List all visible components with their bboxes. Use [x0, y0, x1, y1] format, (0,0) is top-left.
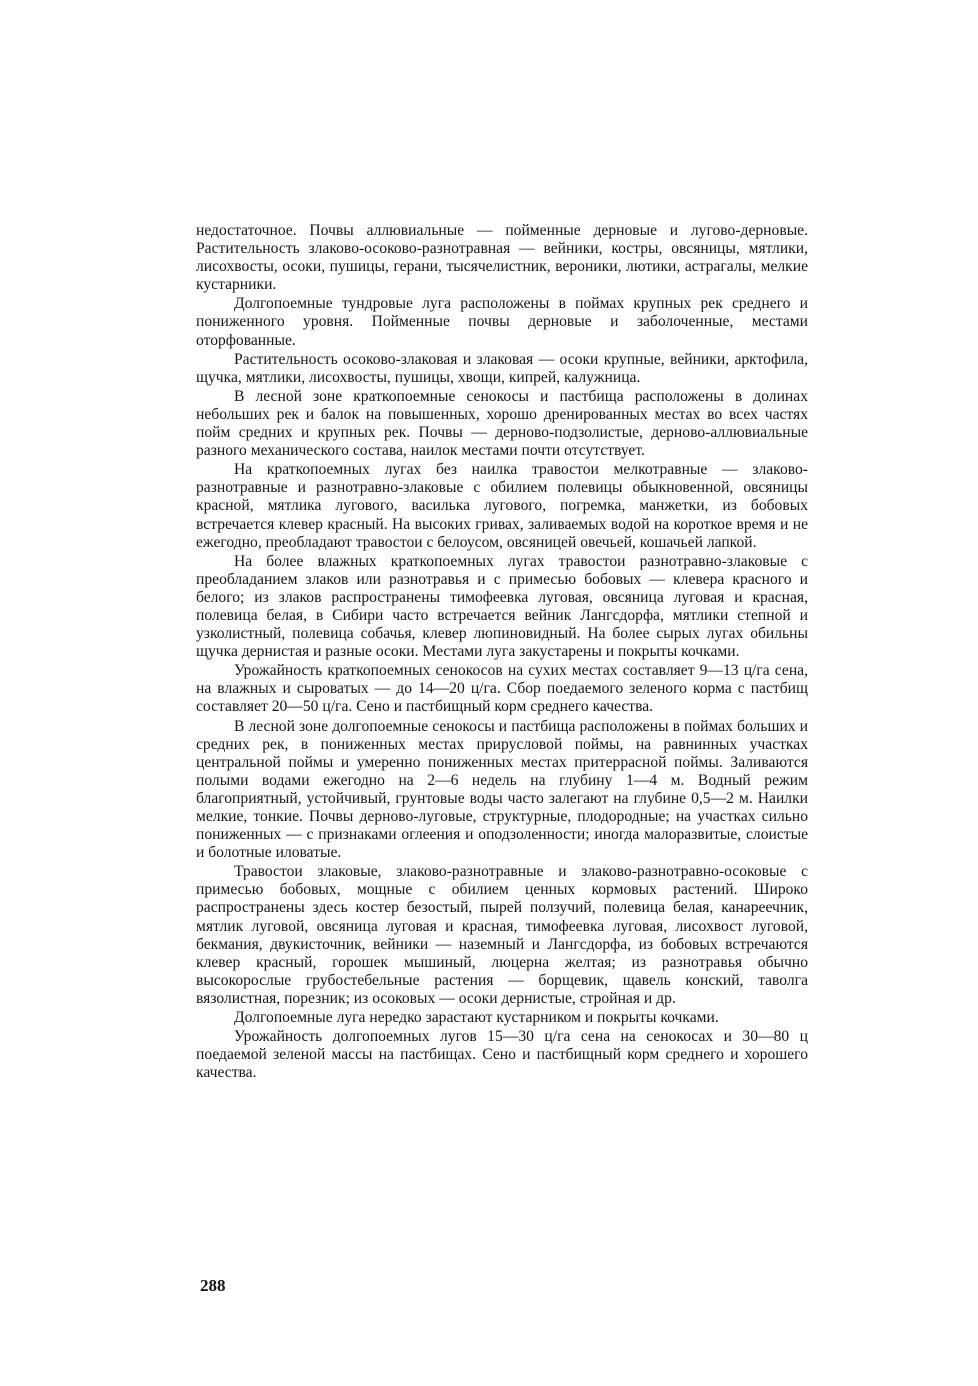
page-body [196, 222, 808, 1083]
paragraph: Растительность осоково-злаковая и злаковая — осоки крупные, вейники, арктофила, щучка, мятлики, лисохвосты, пушицы, хвощи, кипрей, калужница. [196, 350, 808, 386]
paragraph: недостаточное. Почвы аллювиальные — пойменные дерновые и лугово-дерновые. Растительность злаково-осоково-разнотравная — вейники, костры, овсяницы, мятлики, лисохвосты, осоки, пушицы, герани, тысячелистник, вероники, лютики, астрагалы, мелкие кустарники. [196, 222, 808, 294]
paragraph: На более влажных краткопоемных лугах травостои разнотравно-злаковые с преобладанием злаков или разнотравья и с примесью бобовых — клевера красного и белого; из злаков распространены тимофеевка луговая, овсяница луговая и красная, полевица белая, в Сибири часто встречается вейник Лангсдорфа, мятлики степной и узколистный, полевица собачья, клевер люпиновидный. На более сырых лугах обильны щучка дернистая и разные осоки. Местами луга закустарены и покрыты кочками. [196, 552, 808, 661]
paragraph: На краткопоемных лугах без наилка травостои мелкотравные — злаково-разнотравные и разнотравно-злаковые с обилием полевицы обыкновенной, овсяницы красной, мятлика лугового, василька лугового, погремка, манжетки, из бобовых встречается клевер красный. На высоких гривах, заливаемых водой на короткое время и не ежегодно, преобладают травостои с белоусом, овсяницей овечьей, кошачьей лапкой. [196, 461, 808, 551]
paragraph: Долгопоемные луга нередко зарастают кустарником и покрыты кочками. [234, 1009, 719, 1027]
paragraph: В лесной зоне долгопоемные сенокосы и пастбища расположены в поймах больших и средних рек, в пониженных местах прирусловой поймы, на равнинных участках центральной поймы и умеренно пониженных местах притеррасной поймы. Заливаются полыми водами ежегодно на 2—6 недель на глубину 1—4 м. Водный режим благоприятный, устойчивый, грунтовые воды часто залегают на глубине 0,5—2 м. Наилки мелкие, тонкие. Почвы дерново-луговые, структурные, плодородные; на участках сильно пониженных — с признаками оглеения и оподзоленности; иногда малоразвитые, слоистые и болотные иловатые. [196, 717, 808, 862]
paragraph: Долгопоемные тундровые луга расположены в поймах крупных рек среднего и пониженного уровня. Пойменные почвы дерновые и заболоченные, местами оторфованные. [196, 295, 808, 349]
paragraph: В лесной зоне краткопоемные сенокосы и пастбища расположены в долинах небольших рек и балок на повышенных, хорошо дренированных местах во всех частях пойм средних и крупных рек. Почвы — дерново-подзолистые, дерново-аллювиальные разного механического состава, наилок местами почти отсутствует. [196, 387, 808, 460]
paragraph: Урожайность краткопоемных сенокосов на сухих местах составляет 9—13 ц/га сена, на влажных и сыроватых — до 14—20 ц/га. Сбор поедаемого зеленого корма с пастбищ составляет 20—50 ц/га. Сено и пастбищный корм среднего качества. [196, 662, 808, 716]
paragraph: Травостои злаковые, злаково-разнотравные и злаково-разнотравно-осоковые с примесью бобовых, мощные с обилием ценных кормовых растений. Широко распространены здесь костер безостый, пырей ползучий, полевица белая, канареечник, мятлик луговой, овсяница луговая и красная, тимофеевка луговая, лисохвост луговой, бекмания, двукисточник, вейники — наземный и Лангсдорфа, из бобовых встречаются клевер красный, горошек мышиный, люцерна желтая; из разнотравья обычно высокорослые грубостебельные растения — борщевик, щавель конский, таволга вязолистная, порезник; из осоковых — осоки дернистые, стройная и др. [196, 863, 808, 1007]
paragraph: Урожайность долгопоемных лугов 15—30 ц/га сена на сенокосах и 30—80 ц поедаемой зеленой массы на пастбищах. Сено и пастбищный корм среднего и хорошего качества. [196, 1028, 808, 1082]
page-number: 288 [200, 1276, 226, 1295]
